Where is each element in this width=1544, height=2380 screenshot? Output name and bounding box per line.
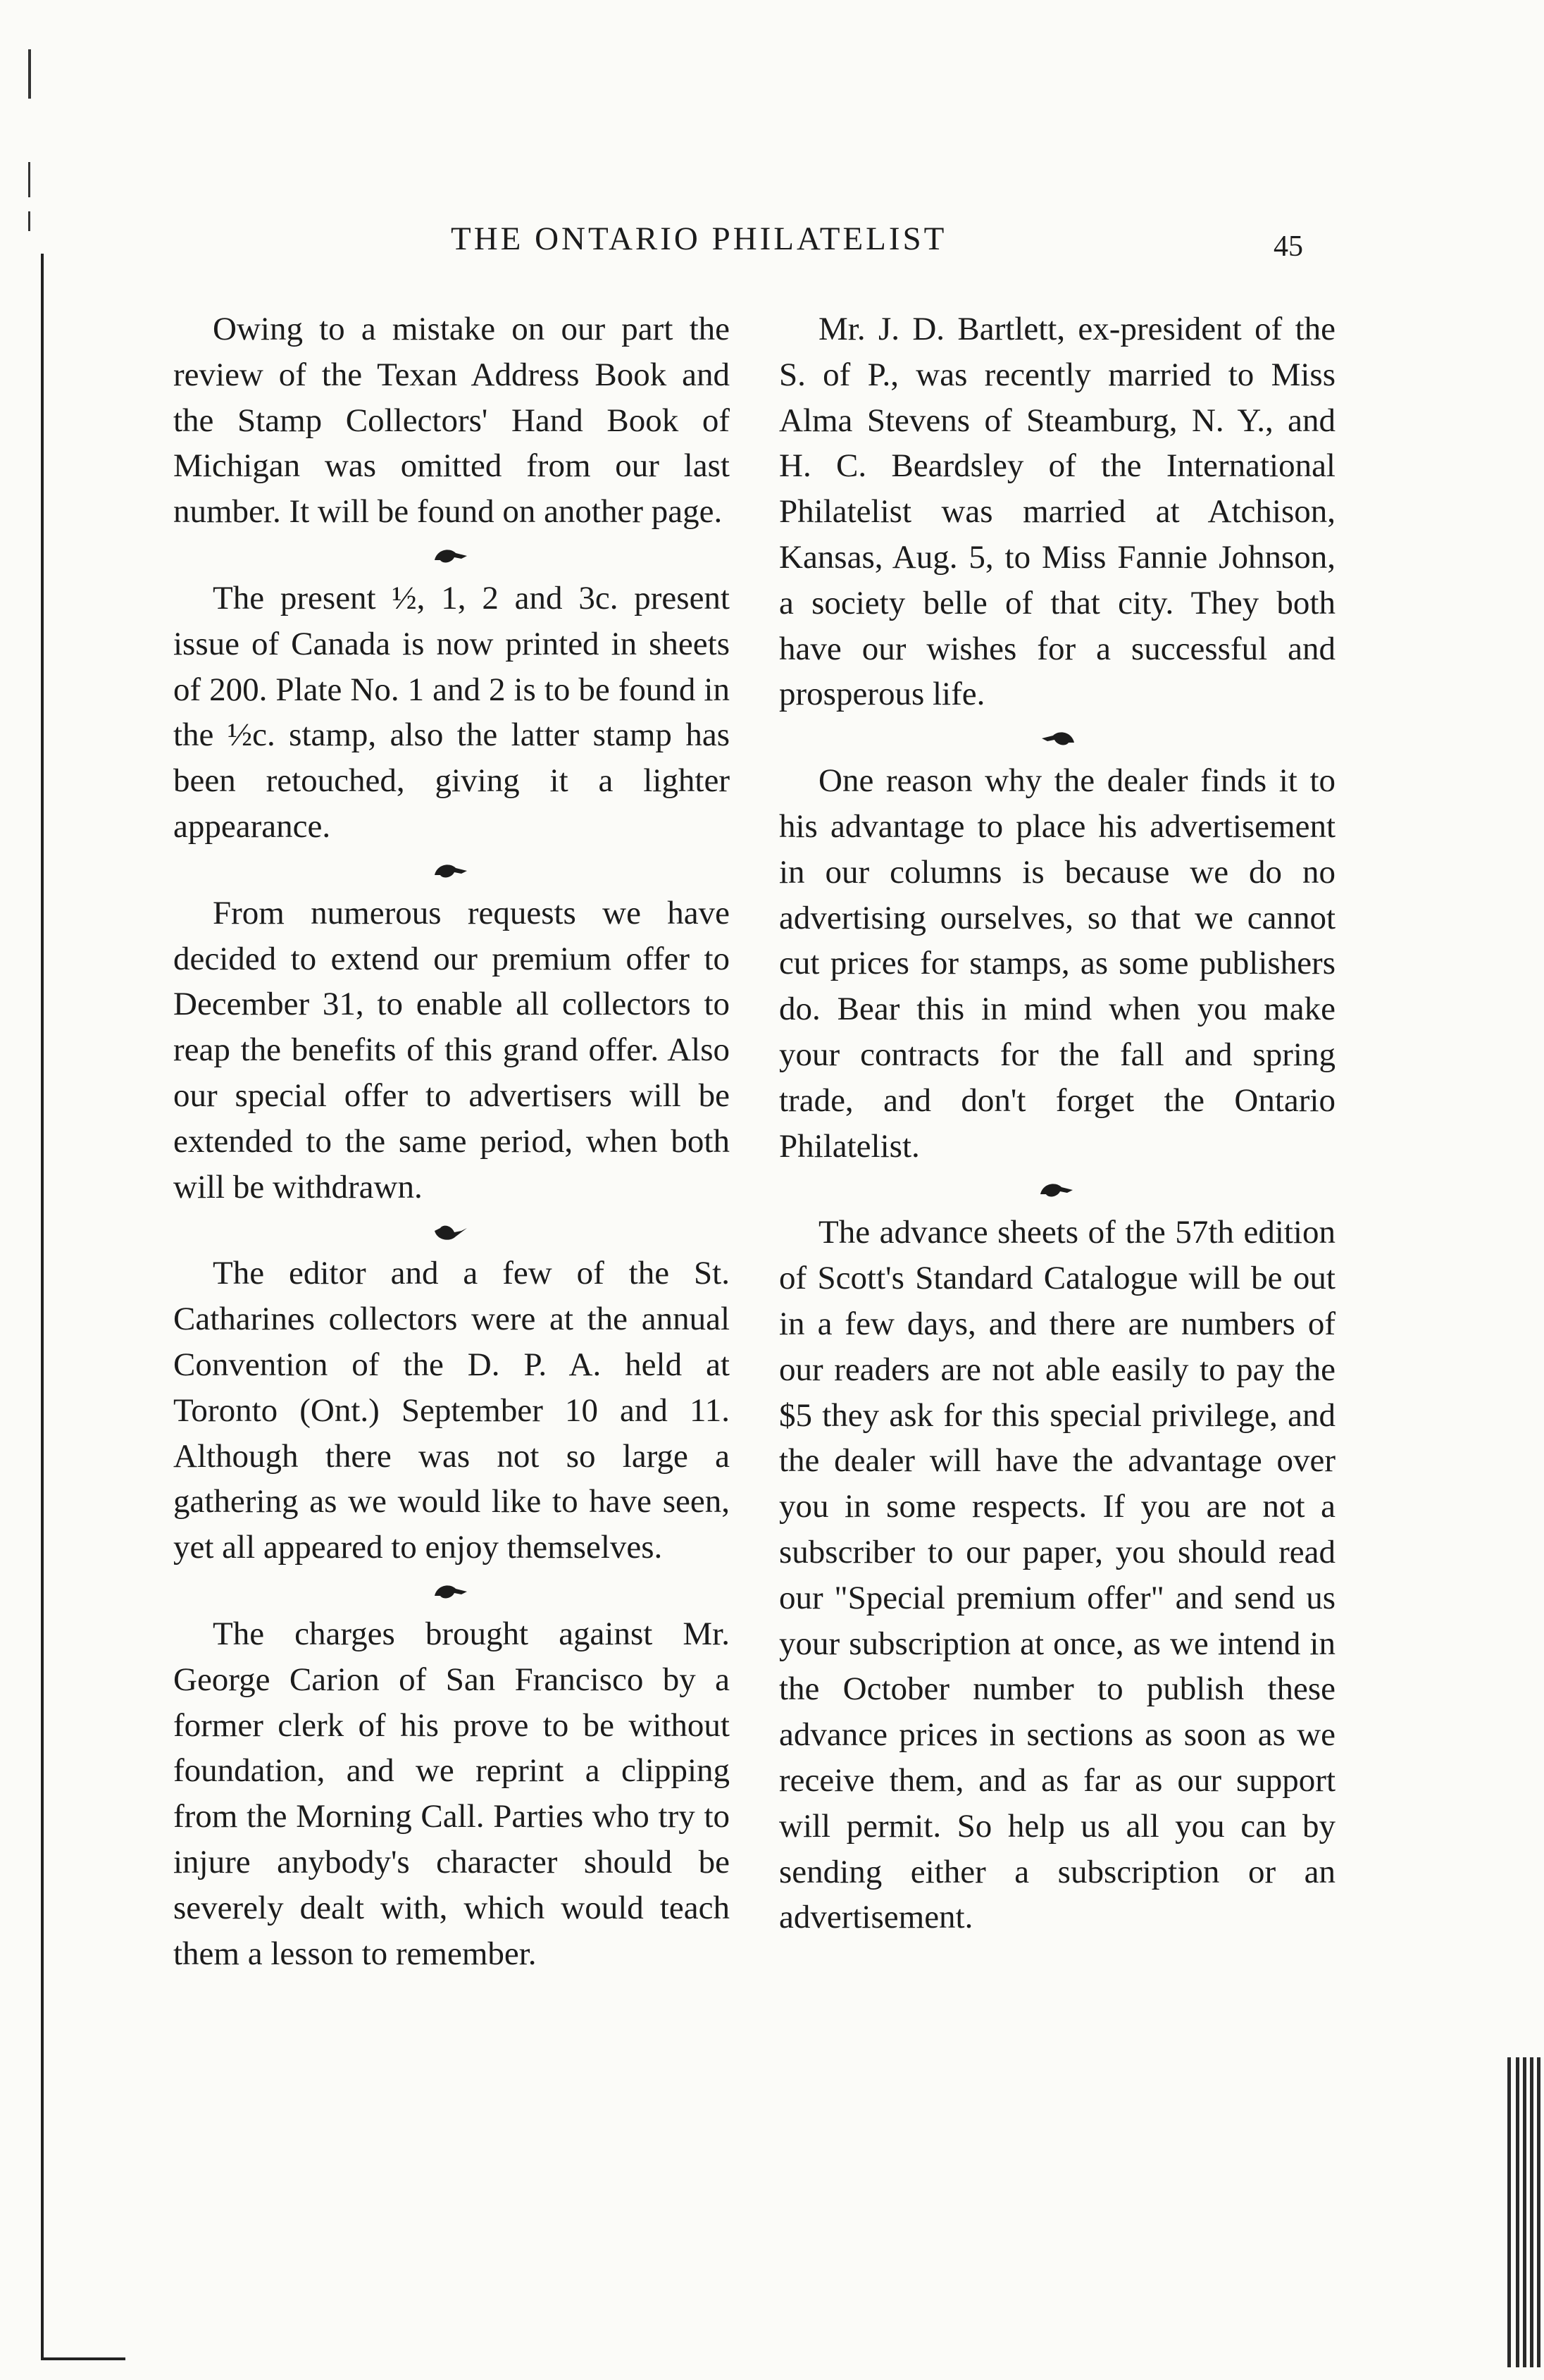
page-edge-left	[41, 254, 44, 2360]
pointing-hand-ornament-icon	[1036, 1169, 1078, 1210]
pointing-hand-ornament-icon	[1036, 717, 1078, 758]
paragraph: The present ½, 1, 2 and 3c. present issue of Canada is now printed in sheets of 200. Plate No. 1 and 2 is to be found in the ½c. stamp, also the latter stamp has been retouched, giving it a lighter appearance.	[173, 579, 730, 845]
edge-mark	[28, 162, 30, 197]
paragraph: From numerous requests we have decided to extend our premium offer to December 31, to enable all collectors to reap the benefits of this grand offer. Also our special offer to advertisers will be extended to the same period, when both will be withdrawn.	[173, 894, 730, 1206]
binding-edge-bars	[1502, 2057, 1544, 2367]
page-header	[0, 220, 1544, 276]
edge-mark	[28, 49, 31, 99]
paragraph: One reason why the dealer finds it to his advantage to place his advertisement in our columns is because we do no advertising ourselves, so that we cannot cut prices for stamps, as some publishers do. Bear this in mind when you make your contracts for the fall and spring trade, and don't forget the Ontario Philatelist.	[779, 762, 1336, 1165]
running-title: THE ONTARIO PHILATELIST	[451, 221, 947, 257]
page-number: 45	[1274, 230, 1303, 263]
paragraph: The advance sheets of the 57th edition of Scott's Standard Catalogue will be out in a few days, and there are numbers of our readers are not able easily to pay the $5 they ask for this special privilege, and the dealer will have the advantage over you in some respects. If you are not a subscriber to our paper, you should read our "Special premium offer" and send us your subscription at once, as we intend in the October number to publish these advance prices in sections as soon as we receive them, and as far as our support will permit. So help us all you can by sending either a subscription or an advertisement.	[779, 1214, 1336, 1936]
paragraph: Owing to a mistake on our part the review of the Texan Address Book and the Stamp Collectors' Hand Book of Michigan was omitted from our last number. It will be found on another page.	[173, 311, 730, 531]
paragraph: The charges brought against Mr. George Carion of San Francisco by a former clerk of his prove to be without foundation, and we reprint a clipping from the Morning Call. Parties who try to injure anybody's character should be severely dealt with, which would teach them a lesson to remember.	[173, 1615, 730, 1972]
paragraph: Mr. J. D. Bartlett, ex-president of the S. of P., was recently married to Miss Alma Stevens of Steamburg, N. Y., and H. C. Beardsley of the International Philatelist was married at Atchison, Kansas, Aug. 5, to Miss Fannie Johnson, a society belle of that city. They both have our wishes for a successful and prosperous life.	[779, 311, 1336, 713]
pointing-hand-ornament-icon	[430, 850, 473, 891]
page-edge-bottom	[41, 2357, 125, 2360]
pointing-hand-ornament-icon	[430, 1210, 473, 1251]
left-column	[173, 306, 730, 1976]
right-column	[779, 306, 1336, 1940]
pointing-hand-ornament-icon	[430, 1570, 473, 1611]
paragraph: The editor and a few of the St. Catharines collectors were at the annual Convention of the D. P. A. held at Toronto (Ont.) September 10 and 11. Although there was not so large a gathering as we would like to have seen, yet all appeared to enjoy themselves.	[173, 1255, 730, 1566]
pointing-hand-ornament-icon	[430, 535, 473, 576]
